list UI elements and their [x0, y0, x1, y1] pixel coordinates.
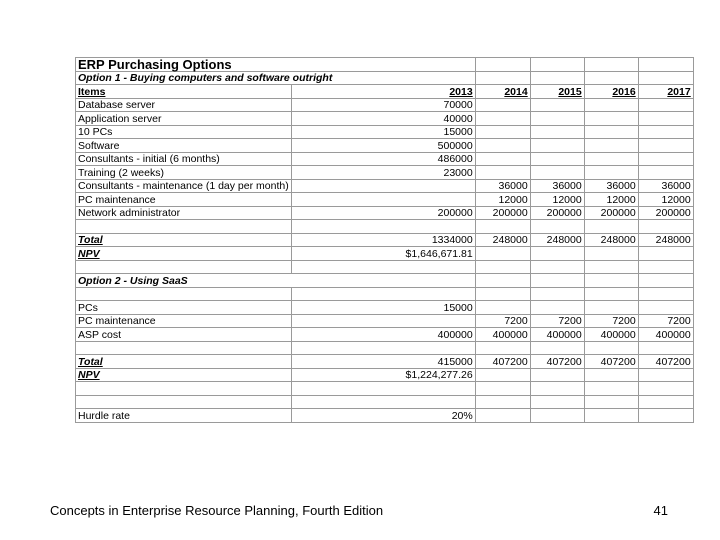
item-label: Consultants - maintenance (1 day per month)	[76, 179, 292, 193]
item-value: 36000	[638, 179, 693, 193]
empty-cell	[530, 368, 584, 382]
item-value	[291, 314, 475, 328]
item-value	[638, 139, 693, 153]
spreadsheet-body	[76, 58, 694, 423]
empty-cell	[638, 287, 693, 301]
table-row	[76, 328, 694, 342]
item-value	[475, 112, 530, 126]
item-value: 486000	[291, 152, 475, 166]
page-number: 41	[653, 503, 668, 518]
year-header-text: 2013	[449, 85, 473, 98]
item-value	[584, 125, 638, 139]
year-header-text: 2015	[558, 85, 582, 98]
item-value	[584, 139, 638, 153]
item-value: 12000	[584, 193, 638, 207]
empty-cell	[76, 395, 292, 409]
item-label: Software	[76, 139, 292, 153]
empty-cell	[638, 247, 693, 261]
sheet-title: ERP Purchasing Options	[76, 58, 476, 72]
item-value	[638, 152, 693, 166]
table-row	[76, 206, 694, 220]
empty-cell	[475, 409, 530, 423]
item-value: 23000	[291, 166, 475, 180]
empty-cell	[638, 382, 693, 396]
empty-cell	[530, 260, 584, 274]
total-value: 407200	[530, 355, 584, 369]
table-row	[76, 395, 694, 409]
item-value	[530, 301, 584, 315]
table-row	[76, 112, 694, 126]
item-value	[584, 166, 638, 180]
empty-cell	[584, 58, 638, 72]
item-label: Training (2 weeks)	[76, 166, 292, 180]
item-value	[584, 98, 638, 112]
empty-cell	[638, 368, 693, 382]
npv-value: $1,646,671.81	[291, 247, 475, 261]
empty-cell	[530, 395, 584, 409]
item-value	[475, 139, 530, 153]
empty-cell	[475, 274, 530, 288]
table-row	[76, 314, 694, 328]
item-value: 70000	[291, 98, 475, 112]
empty-cell	[638, 395, 693, 409]
total-value: 248000	[584, 233, 638, 247]
empty-cell	[530, 220, 584, 234]
item-value	[530, 152, 584, 166]
empty-cell	[584, 368, 638, 382]
empty-cell	[584, 220, 638, 234]
empty-cell	[530, 287, 584, 301]
item-label: Consultants - initial (6 months)	[76, 152, 292, 166]
total-value: 407200	[475, 355, 530, 369]
npv-label	[76, 247, 292, 261]
empty-cell	[475, 395, 530, 409]
item-value: 7200	[638, 314, 693, 328]
item-value: 400000	[638, 328, 693, 342]
empty-cell	[291, 220, 475, 234]
year-header	[291, 85, 475, 99]
empty-cell	[584, 247, 638, 261]
item-value: 400000	[291, 328, 475, 342]
table-row	[76, 382, 694, 396]
table-row	[76, 58, 694, 72]
hurdle-value: 20%	[291, 409, 475, 423]
item-value	[475, 152, 530, 166]
item-value: 400000	[530, 328, 584, 342]
item-value	[530, 139, 584, 153]
item-value: 15000	[291, 125, 475, 139]
empty-cell	[291, 341, 475, 355]
item-label: ASP cost	[76, 328, 292, 342]
table-row	[76, 287, 694, 301]
item-label: Network administrator	[76, 206, 292, 220]
empty-cell	[638, 409, 693, 423]
table-row	[76, 260, 694, 274]
item-value	[584, 301, 638, 315]
item-value	[291, 179, 475, 193]
total-value: 248000	[475, 233, 530, 247]
npv-label-text: NPV	[78, 369, 100, 381]
table-row	[76, 98, 694, 112]
item-value: 36000	[530, 179, 584, 193]
table-row	[76, 71, 694, 85]
year-header	[475, 85, 530, 99]
empty-cell	[584, 409, 638, 423]
items-header	[76, 85, 292, 99]
empty-cell	[291, 382, 475, 396]
table-row	[76, 301, 694, 315]
empty-cell	[76, 220, 292, 234]
empty-cell	[638, 260, 693, 274]
item-label: PCs	[76, 301, 292, 315]
empty-cell	[475, 368, 530, 382]
item-value	[475, 301, 530, 315]
empty-cell	[475, 341, 530, 355]
item-label: PC maintenance	[76, 193, 292, 207]
item-value: 200000	[291, 206, 475, 220]
item-value	[638, 98, 693, 112]
empty-cell	[530, 247, 584, 261]
item-value	[638, 301, 693, 315]
item-value	[638, 125, 693, 139]
empty-cell	[638, 58, 693, 72]
empty-cell	[76, 260, 292, 274]
table-row	[76, 166, 694, 180]
empty-cell	[530, 274, 584, 288]
total-value: 415000	[291, 355, 475, 369]
hurdle-label: Hurdle rate	[76, 409, 292, 423]
total-label	[76, 355, 292, 369]
total-value: 1334000	[291, 233, 475, 247]
empty-cell	[584, 287, 638, 301]
item-label: PC maintenance	[76, 314, 292, 328]
empty-cell	[638, 341, 693, 355]
table-row	[76, 368, 694, 382]
total-value: 407200	[584, 355, 638, 369]
empty-cell	[530, 382, 584, 396]
item-value: 40000	[291, 112, 475, 126]
item-value: 7200	[584, 314, 638, 328]
empty-cell	[475, 220, 530, 234]
item-label: 10 PCs	[76, 125, 292, 139]
table-row	[76, 274, 694, 288]
empty-cell	[530, 71, 584, 85]
item-value: 36000	[584, 179, 638, 193]
item-value	[584, 152, 638, 166]
empty-cell	[530, 58, 584, 72]
empty-cell	[475, 260, 530, 274]
item-value	[475, 125, 530, 139]
table-row	[76, 152, 694, 166]
item-label: Application server	[76, 112, 292, 126]
item-value: 15000	[291, 301, 475, 315]
empty-cell	[584, 71, 638, 85]
item-value: 200000	[584, 206, 638, 220]
year-header-text: 2014	[504, 85, 528, 98]
item-value: 12000	[475, 193, 530, 207]
item-value: 36000	[475, 179, 530, 193]
empty-cell	[638, 220, 693, 234]
empty-cell	[584, 382, 638, 396]
table-row	[76, 125, 694, 139]
table-row	[76, 247, 694, 261]
year-header-text: 2016	[612, 85, 636, 98]
item-value: 500000	[291, 139, 475, 153]
empty-cell	[291, 260, 475, 274]
item-value: 400000	[584, 328, 638, 342]
total-value: 248000	[638, 233, 693, 247]
total-label	[76, 233, 292, 247]
year-header	[530, 85, 584, 99]
npv-label-text: NPV	[78, 247, 100, 260]
table-row	[76, 233, 694, 247]
empty-cell	[475, 382, 530, 396]
table-row	[76, 85, 694, 99]
item-value	[291, 193, 475, 207]
table-row	[76, 355, 694, 369]
empty-cell	[584, 260, 638, 274]
item-value: 12000	[530, 193, 584, 207]
empty-cell	[291, 287, 475, 301]
empty-cell	[475, 287, 530, 301]
item-value	[638, 166, 693, 180]
item-value: 200000	[530, 206, 584, 220]
empty-cell	[584, 395, 638, 409]
table-row	[76, 193, 694, 207]
empty-cell	[638, 71, 693, 85]
empty-cell	[475, 247, 530, 261]
total-label-text: Total	[78, 234, 103, 246]
item-value: 200000	[475, 206, 530, 220]
empty-cell	[76, 341, 292, 355]
empty-cell	[530, 341, 584, 355]
item-value	[530, 98, 584, 112]
total-label-text: Total	[78, 355, 103, 368]
item-value	[475, 166, 530, 180]
empty-cell	[76, 382, 292, 396]
footer-book-title: Concepts in Enterprise Resource Planning, Fourth Edition	[50, 503, 384, 518]
item-value: 12000	[638, 193, 693, 207]
empty-cell	[76, 287, 292, 301]
total-value: 248000	[530, 233, 584, 247]
empty-cell	[638, 274, 693, 288]
item-value	[530, 166, 584, 180]
year-header	[638, 85, 693, 99]
npv-label	[76, 368, 292, 382]
item-value	[638, 112, 693, 126]
total-value: 407200	[638, 355, 693, 369]
empty-cell	[475, 58, 530, 72]
year-header	[584, 85, 638, 99]
table-row	[76, 220, 694, 234]
item-value	[530, 112, 584, 126]
option1-heading: Option 1 - Buying computers and software outright	[76, 71, 476, 85]
table-row	[76, 139, 694, 153]
empty-cell	[530, 409, 584, 423]
item-value: 7200	[530, 314, 584, 328]
item-value	[475, 98, 530, 112]
npv-value: $1,224,277.26	[291, 368, 475, 382]
item-value: 200000	[638, 206, 693, 220]
items-header-text: Items	[78, 85, 106, 98]
item-label: Database server	[76, 98, 292, 112]
empty-cell	[475, 71, 530, 85]
table-row	[76, 179, 694, 193]
empty-cell	[584, 274, 638, 288]
spreadsheet-table	[75, 57, 694, 423]
item-value	[530, 125, 584, 139]
empty-cell	[291, 395, 475, 409]
item-value: 400000	[475, 328, 530, 342]
empty-cell	[584, 341, 638, 355]
table-row	[76, 409, 694, 423]
year-header-text: 2017	[667, 85, 691, 98]
item-value: 7200	[475, 314, 530, 328]
table-row	[76, 341, 694, 355]
item-value	[584, 112, 638, 126]
option2-heading: Option 2 - Using SaaS	[76, 274, 476, 288]
